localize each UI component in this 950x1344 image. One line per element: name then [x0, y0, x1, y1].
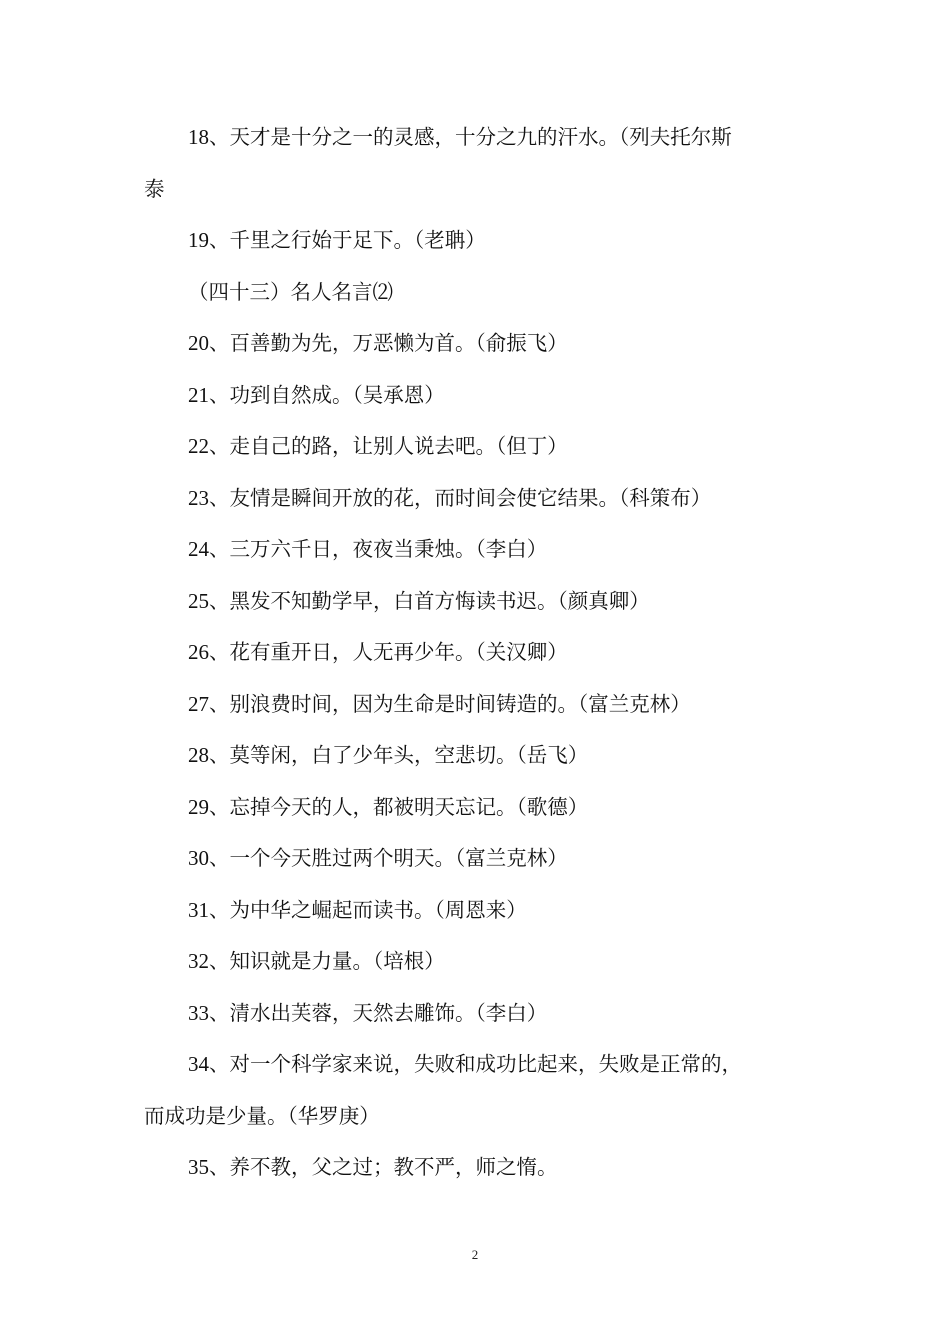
quote-text: 、对一个科学家来说，失败和成功比起来，失败是正常的， — [209, 1052, 742, 1076]
section-heading — [144, 267, 804, 319]
quote-text: 、三万六千日，夜夜当秉烛。（李白） — [209, 537, 548, 561]
quote-text: 、忘掉今天的人，都被明天忘记。（歌德） — [209, 794, 589, 819]
quote-number: 34 — [188, 1052, 209, 1076]
quote-line — [144, 318, 804, 370]
quote-number: 31 — [188, 897, 209, 922]
quote-text: 而成功是少量。（华罗庚） — [144, 1103, 380, 1128]
quote-text: 、花有重开日，人无再少年。（关汉卿） — [209, 640, 568, 664]
quote-number: 23 — [188, 485, 209, 510]
quote-line — [144, 576, 804, 628]
quote-line — [144, 112, 804, 164]
quote-number: 20 — [188, 331, 209, 355]
quote-line — [144, 473, 804, 525]
quote-text: 、天才是十分之一的灵感，十分之九的汗水。（列夫托尔斯 — [209, 125, 732, 149]
quote-line — [144, 421, 804, 473]
quote-number: 18 — [188, 125, 209, 149]
quote-list — [144, 112, 804, 1194]
quote-number: 30 — [188, 846, 209, 870]
quote-number: 35 — [188, 1155, 209, 1179]
quote-text: 、走自己的路，让别人说去吧。（但丁） — [209, 434, 568, 458]
quote-text: 、为中华之崛起而读书。（周恩来） — [209, 897, 527, 922]
quote-text: 、养不教，父之过；教不严，师之惰。 — [209, 1155, 558, 1179]
quote-number: 32 — [188, 949, 209, 973]
quote-number: 22 — [188, 434, 209, 458]
quote-number: 33 — [188, 1000, 209, 1025]
quote-text: 、百善勤为先，万恶懒为首。（俞振飞） — [209, 331, 568, 355]
quote-text: 、知识就是力量。（培根） — [209, 949, 445, 973]
section-heading-text: （四十三）名人名言⑵ — [188, 279, 393, 304]
quote-number: 19 — [188, 228, 209, 252]
quote-number: 25 — [188, 588, 209, 613]
quote-line — [144, 627, 804, 679]
quote-line-continuation — [144, 1091, 804, 1143]
quote-text: 、别浪费时间，因为生命是时间铸造的。（富兰克林） — [209, 691, 691, 716]
quote-text: 、一个今天胜过两个明天。（富兰克林） — [209, 846, 568, 870]
quote-text: 、千里之行始于足下。（老聃） — [209, 228, 486, 252]
page-number: 2 — [471, 1247, 479, 1262]
quote-line — [144, 936, 804, 988]
quote-number: 29 — [188, 794, 209, 819]
quote-line — [144, 679, 804, 731]
quote-line — [144, 370, 804, 422]
quote-line — [144, 833, 804, 885]
quote-text: 、功到自然成。（吴承恩） — [209, 382, 445, 407]
quote-number: 27 — [188, 691, 209, 716]
quote-number: 24 — [188, 537, 209, 561]
quote-text: 、友情是瞬间开放的花，而时间会使它结果。（科策布） — [209, 485, 712, 510]
quote-line — [144, 1142, 804, 1194]
quote-line-continuation — [144, 164, 804, 216]
quote-text: 、黑发不知勤学早，白首方悔读书迟。（颜真卿） — [209, 588, 650, 613]
quote-text: 泰 — [144, 176, 165, 201]
quote-line — [144, 215, 804, 267]
quote-number: 21 — [188, 382, 209, 407]
quote-text: 、清水出芙蓉，天然去雕饰。（李白） — [209, 1000, 548, 1025]
quote-number: 26 — [188, 640, 209, 664]
quote-text: 、莫等闲，白了少年头，空悲切。（岳飞） — [209, 743, 589, 767]
quote-line — [144, 1039, 804, 1091]
quote-line — [144, 988, 804, 1040]
quote-line — [144, 782, 804, 834]
quote-line — [144, 730, 804, 782]
quote-line — [144, 885, 804, 937]
quote-line — [144, 524, 804, 576]
quote-number: 28 — [188, 743, 209, 767]
